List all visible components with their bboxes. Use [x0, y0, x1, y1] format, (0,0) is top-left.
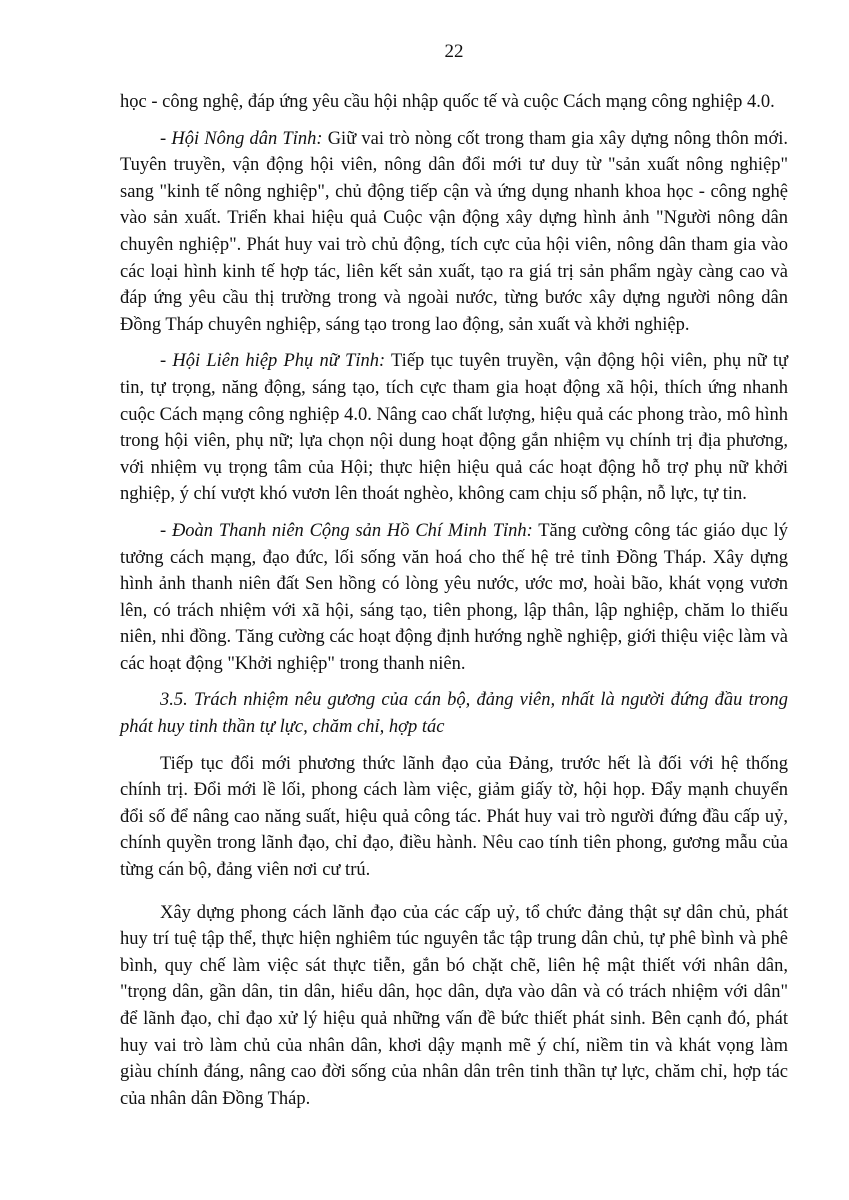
page-number: 22 [444, 41, 464, 62]
paragraph-leadership-style: Xây dựng phong cách lãnh đạo của các cấp uỷ, tổ chức đảng thật sự dân chủ, phát huy trí tuệ tập thể, thực hiện nghiêm túc nguyên tắc tập trung dân chủ, tự phê bình và phê bình, quy chế làm việc sát thực tiễn, gắn bó chặt chẽ, liên hệ mật thiết với nhân dân, "trọng dân, gần dân, tin dân, hiểu dân, học dân, dựa vào dân và có trách nhiệm với dân" để lãnh đạo, chỉ đạo xử lý hiệu quả những vấn đề bức thiết phát sinh. Bên cạnh đó, phát huy vai trò làm chủ của nhân dân, khơi dậy mạnh mẽ ý chí, niềm tin và khát vọng làm giàu chính đáng, nâng cao đời sống của nhân dân trên tinh thần tự lực, chăm chỉ, hợp tác của nhân dân Đồng Tháp. [120, 902, 788, 1109]
paragraph-body-farmers: Giữ vai trò nòng cốt trong tham gia xây dựng nông thôn mới. Tuyên truyền, vận động hội viên, nông dân đổi mới tư duy từ "sản xuất nông nghiệp" sang "kinh tế nông nghiệp", chủ động tiếp cận và ứng dụng nhanh khoa học - công nghệ vào sản xuất. Triển khai hiệu quả Cuộc vận động xây dựng hình ảnh "Người nông dân chuyên nghiệp". Phát huy vai trò chủ động, tích cực của hội viên, nông dân tham gia vào các loại hình kinh tế hợp tác, liên kết sản xuất, tạo ra giá trị sản phẩm ngày càng cao và đáp ứng yêu cầu thị trường trong và ngoài nước, từng bước xây dựng người nông dân Đồng Tháp chuyên nghiệp, sáng tạo trong lao động, sản xuất và khởi nghiệp. [120, 128, 788, 335]
paragraph-youth-union [120, 518, 788, 678]
document-page [120, 40, 788, 1112]
paragraph-leadership-methods: Tiếp tục đổi mới phương thức lãnh đạo của Đảng, trước hết là đối với hệ thống chính trị. Đổi mới lề lối, phong cách làm việc, giảm giấy tờ, hội họp. Đẩy mạnh chuyển đổi số để nâng cao năng suất, hiệu quả công tác. Phát huy vai trò người đứng đầu cấp uỷ, chính quyền trong lãnh đạo, chỉ đạo, điều hành. Nêu cao tính tiên phong, gương mẫu của từng cán bộ, đảng viên nơi cư trú. [120, 753, 788, 881]
paragraph-farmers-association [120, 126, 788, 339]
paragraph-body-women: Tiếp tục tuyên truyền, vận động hội viên, phụ nữ tự tin, tự trọng, năng động, sáng tạo, tích cực tham gia hoạt động xã hội, thích ứng nhanh cuộc Cách mạng công nghiệp 4.0. Nâng cao chất lượng, hiệu quả các phong trào, mô hình trong hội viên, phụ nữ; lựa chọn nội dung hoạt động gắn nhiệm vụ chính trị địa phương, với nhiệm vụ trọng tâm của Hội; thực hiện hiệu quả các hoạt động hỗ trợ phụ nữ khởi nghiệp, ý chí vượt khó vươn lên thoát nghèo, không cam chịu số phận, nỗ lực, tự tin. [120, 351, 788, 505]
paragraph-continuation: học - công nghệ, đáp ứng yêu cầu hội nhập quốc tế và cuộc Cách mạng công nghiệp 4.0. [120, 92, 775, 112]
paragraph-womens-union [120, 348, 788, 508]
paragraph-body-youth: Tăng cường công tác giáo dục lý tưởng cách mạng, đạo đức, lối sống văn hoá cho thế hệ trẻ tỉnh Đồng Tháp. Xây dựng hình ảnh thanh niên đất Sen hồng có lòng yêu nước, ước mơ, hoài bão, khát vọng vươn lên, có trách nhiệm với xã hội, sáng tạo, tiên phong, lập thân, lập nghiệp, chăm lo thiếu niên, nhi đồng. Tăng cường các hoạt động định hướng nghề nghiệp, giới thiệu việc làm và các hoạt động "Khởi nghiệp" trong thanh niên. [120, 520, 788, 674]
paragraph-lead-farmers: - Hội Nông dân Tỉnh: [160, 128, 323, 149]
paragraph-lead-women: - Hội Liên hiệp Phụ nữ Tỉnh: [160, 351, 386, 372]
section-heading-3-5: 3.5. Trách nhiệm nêu gương của cán bộ, đảng viên, nhất là người đứng đầu trong phát huy tinh thần tự lực, chăm chỉ, hợp tác [120, 690, 788, 738]
paragraph-lead-youth: - Đoàn Thanh niên Cộng sản Hồ Chí Minh Tỉnh: [160, 520, 533, 541]
